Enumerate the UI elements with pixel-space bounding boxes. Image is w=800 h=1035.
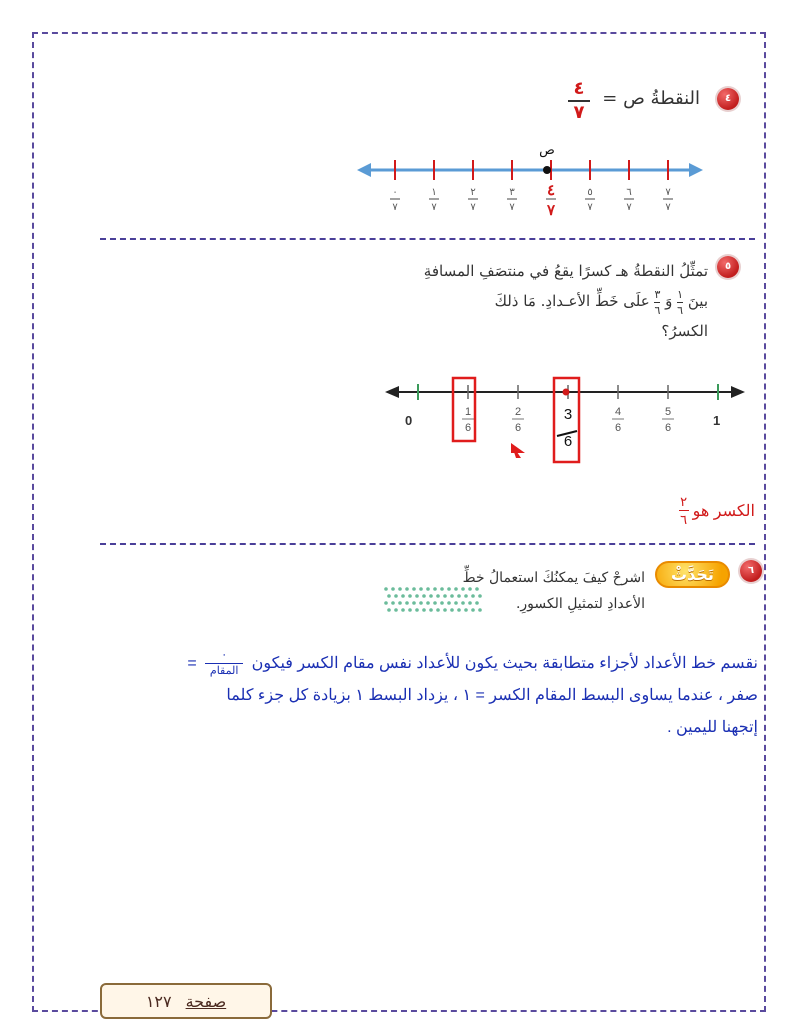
q5-tick-den-2: 6 (514, 422, 522, 434)
q5-label-1: 1 (713, 413, 721, 428)
decor-dot (387, 594, 391, 598)
decor-dot (464, 594, 468, 598)
decor-dot (394, 594, 398, 598)
decor-dot (478, 594, 482, 598)
q4-tick-den-6: ٧ (626, 202, 632, 213)
q6-line-2: الأعدادِ لتمثيلِ الكسورِ. (515, 596, 645, 612)
q5-point-h (563, 389, 570, 396)
q5-and: وَ (665, 292, 673, 310)
decor-dot (450, 594, 454, 598)
decor-dot (468, 601, 472, 605)
decor-dot (419, 587, 423, 591)
q4-answer-denominator: ٧ (573, 102, 585, 123)
decor-dot (419, 601, 423, 605)
decor-dot (426, 587, 430, 591)
decor-dot (408, 608, 412, 612)
decor-dot (450, 608, 454, 612)
q4-axis-left-arrow (357, 163, 371, 177)
decor-dot (471, 608, 475, 612)
q5-frac2-den: ٦ (654, 303, 661, 317)
q5-tick-num-1: 1 (464, 406, 472, 418)
decor-dot (471, 594, 475, 598)
q5-axis-right-arrow (731, 386, 745, 398)
q5-answer-den: ٦ (680, 512, 688, 527)
q6-answer-frac-den: المقام (209, 665, 239, 678)
decor-dot (426, 601, 430, 605)
q6-answer-line-2: صفر ، عندما يساوى البسط المقام الكسر = ١ ، يزداد البسط ١ بزيادة كل جزء كلما (226, 687, 758, 704)
decor-dot (440, 587, 444, 591)
q5-answer-num: ٢ (680, 494, 688, 509)
decor-dot (394, 608, 398, 612)
q4-answer-numerator: ٤ (573, 78, 585, 99)
q4-point-s (543, 166, 551, 174)
decor-dot (457, 594, 461, 598)
decor-dot (433, 601, 437, 605)
decor-dot (447, 601, 451, 605)
q6-answer-part1: نقسم خط الأعداد لأجزاء متطابقة بحيث يكون للأعداد نفس مقام الكسر فيكون (251, 655, 758, 672)
question-4-text (602, 88, 700, 109)
decor-dot (391, 601, 395, 605)
q4-tick-den-1: ٧ (431, 202, 437, 213)
talk-badge-label: تَحَدَّثْ (655, 561, 730, 588)
decor-dot (415, 608, 419, 612)
q5-frac1-den: ٦ (677, 303, 684, 317)
q5-line-2 (378, 286, 708, 316)
q4-tick-num-7: ٧ (665, 187, 671, 198)
q5-line-2-rest: علَى خَطِّ الأعـدادِ. مَا ذلكَ (494, 292, 650, 310)
decor-dot (478, 608, 482, 612)
question-5-number: ٥ (717, 256, 739, 278)
decor-dot (447, 587, 451, 591)
decor-dot (436, 608, 440, 612)
q5-answer-fraction (679, 495, 689, 526)
q5-frac-1 (677, 289, 683, 316)
decor-dot (412, 601, 416, 605)
decor-dot (401, 594, 405, 598)
question-4-label: النقطةُ ص = (602, 88, 700, 109)
q5-frac-2 (654, 289, 660, 316)
decor-dot (436, 594, 440, 598)
q5-frac1-num: ١ (677, 287, 684, 301)
q4-tick-num-0: ٠ (392, 187, 398, 198)
decor-dot (384, 587, 388, 591)
decor-dot (461, 587, 465, 591)
decor-dot (422, 594, 426, 598)
q4-tick-den-5: ٧ (587, 202, 593, 213)
q5-tick-num-2: 2 (514, 406, 522, 418)
q4-tick-num-3: ٣ (509, 187, 515, 198)
decor-dot (475, 601, 479, 605)
q6-answer (78, 648, 758, 744)
q6-answer-line-3: إتجهنا لليمين . (667, 719, 758, 736)
q4-tick-den-3: ٧ (509, 202, 515, 213)
decor-dot (398, 587, 402, 591)
q5-tick-den-3: 6 (563, 433, 573, 450)
q4-tick-num-6: ٦ (626, 187, 632, 198)
q4-tick-num-1: ١ (431, 187, 437, 198)
decor-dot (461, 601, 465, 605)
decor-dot (464, 608, 468, 612)
q5-tick-num-4: 4 (614, 406, 622, 418)
decor-dot (440, 601, 444, 605)
decor-dot (384, 601, 388, 605)
decor-dot (408, 594, 412, 598)
q4-tick-den-4: ٧ (546, 201, 556, 219)
q6-answer-line-1 (78, 648, 758, 680)
cursor-icon (511, 443, 525, 458)
q5-tick-den-5: 6 (664, 422, 672, 434)
decor-dot (443, 608, 447, 612)
decor-dot (391, 587, 395, 591)
talk-badge (655, 561, 730, 588)
separator-1 (100, 238, 755, 240)
page-label: صفحة (185, 991, 227, 1011)
q5-line-1: تمثِّلُ النقطةُ هـ كسرًا يقعُ في منتصَفِ المسافةِ (423, 262, 708, 280)
q6-answer-frac-num: ٠ (221, 649, 228, 662)
q6-answer-fraction (205, 650, 243, 677)
q5-label-0: 0 (405, 413, 413, 428)
q4-tick-num-5: ٥ (587, 187, 593, 198)
q5-line-3: الكسرُ؟ (661, 322, 708, 340)
q5-answer-text: الكسر هو (692, 502, 755, 520)
question-4-number: ٤ (717, 88, 739, 110)
q4-tick-num-4: ٤ (546, 181, 556, 199)
q5-axis-left-arrow (385, 386, 399, 398)
decor-dot (443, 594, 447, 598)
decor-dot (387, 608, 391, 612)
decor-dot (412, 587, 416, 591)
decor-dot (457, 608, 461, 612)
q5-tick-den-1: 6 (464, 422, 472, 434)
decor-dot (405, 587, 409, 591)
decor-dot (401, 608, 405, 612)
decor-dot (429, 594, 433, 598)
q5-tick-num-3: 3 (563, 406, 573, 423)
q4-tick-den-7: ٧ (665, 202, 671, 213)
question-5-text (378, 256, 708, 346)
dotted-decoration (380, 583, 490, 623)
q4-tick-den-0: ٧ (392, 202, 398, 213)
q5-frac2-num: ٣ (654, 287, 661, 301)
decor-dot (429, 608, 433, 612)
q4-tick-den-2: ٧ (470, 202, 476, 213)
decor-dot (415, 594, 419, 598)
q5-between: بينَ (687, 292, 708, 310)
decor-dot (398, 601, 402, 605)
q5-number-line (385, 370, 745, 470)
decor-dot (422, 608, 426, 612)
decor-dot (475, 587, 479, 591)
q6-answer-eq: = (187, 655, 197, 672)
q5-tick-num-5: 5 (664, 406, 672, 418)
q4-axis-right-arrow (689, 163, 703, 177)
q4-number-line (355, 140, 705, 230)
q6-line-1: اشرحْ كيفَ يمكنُكَ استعمالُ خطِّ (462, 570, 645, 586)
decor-dot (433, 587, 437, 591)
decor-dot (468, 587, 472, 591)
separator-2 (100, 543, 755, 545)
decor-dot (405, 601, 409, 605)
question-6-number: ٦ (740, 560, 762, 582)
q4-tick-num-2: ٢ (470, 187, 476, 198)
q5-answer (679, 495, 755, 526)
page-number-ribbon (100, 983, 272, 1019)
decor-dot (454, 601, 458, 605)
page-number: ١٢٧ (145, 991, 172, 1011)
q4-answer-fraction (568, 80, 590, 122)
decor-dot (454, 587, 458, 591)
q4-point-label: ص (539, 143, 555, 158)
q5-tick-den-4: 6 (614, 422, 622, 434)
